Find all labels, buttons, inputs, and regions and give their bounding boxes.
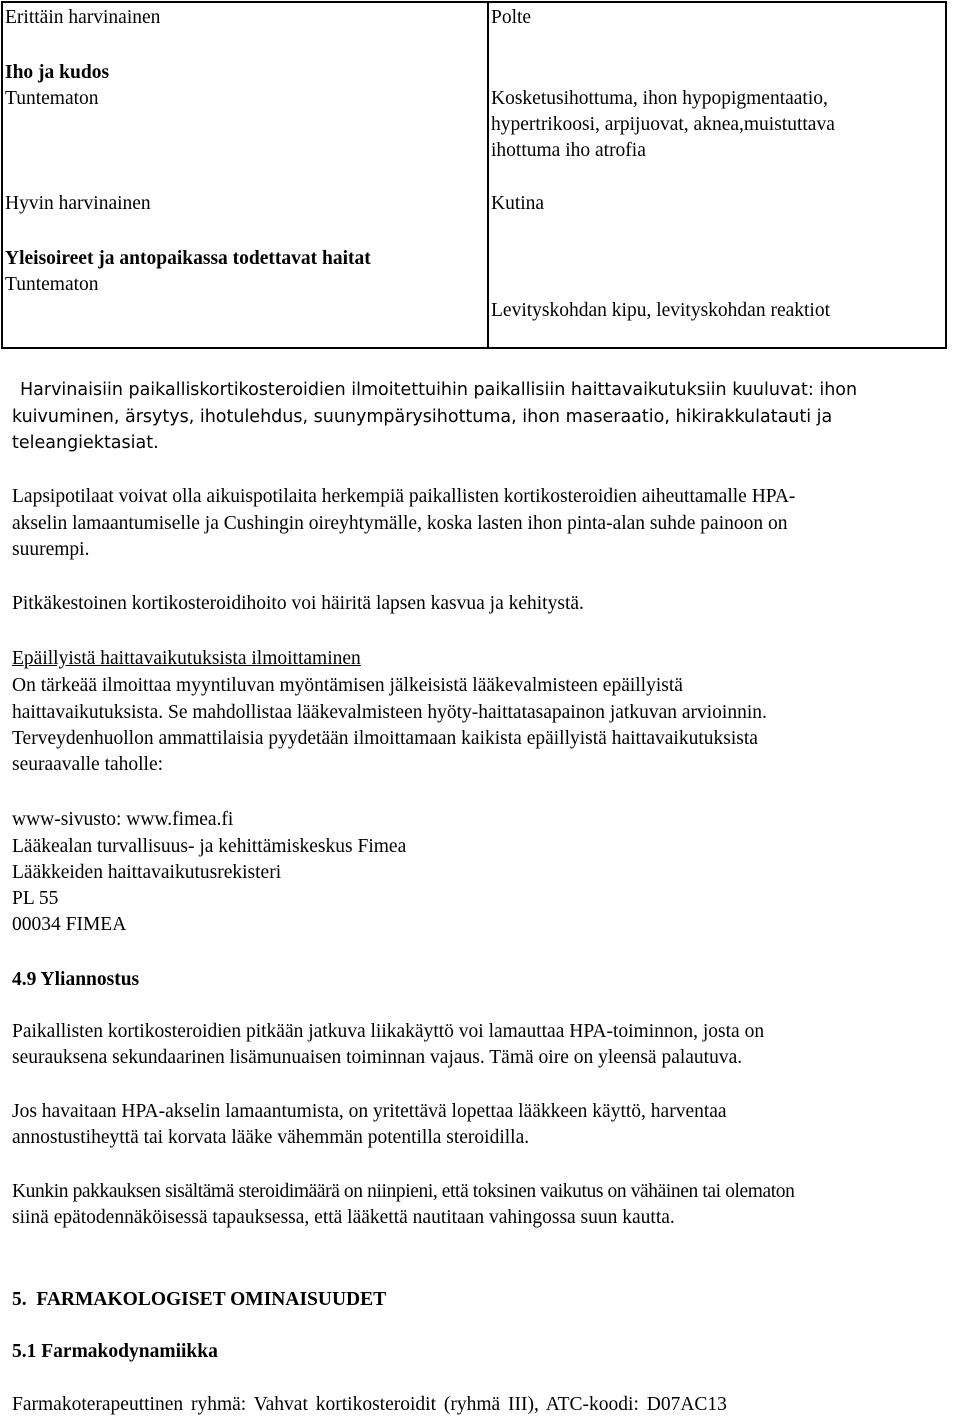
section-heading-pharmacology: 5. FARMAKOLOGISET OMINAISUUDET (12, 1289, 387, 1310)
overdose-paragraph-line: Paikallisten kortikosteroidien pitkään jatkuva liikakäyttö voi lamauttaa HPA-toiminnon, josta on (12, 1021, 765, 1042)
reporting-paragraph-line: Terveydenhuollon ammattilaisia pyydetään ilmoittamaan kaikista epäillyistä haittavaikutuksista (12, 728, 758, 749)
table-effect: Levityskohdan kipu, levityskohdan reaktiot (491, 300, 831, 321)
table-effect: hypertrikoosi, arpijuovat, aknea,muistuttava (491, 114, 835, 135)
address-line: Lääkealan turvallisuus- ja kehittämiskeskus Fimea (12, 836, 407, 857)
overdose-paragraph-line: siinä epätodennäköisessä tapauksessa, että lääkettä nautitaan vahingossa suun kautta. (12, 1207, 675, 1228)
pediatric-paragraph-line: suurempi. (12, 539, 90, 560)
section-heading-pharmacodynamics: 5.1 Farmakodynamiikka (12, 1341, 218, 1362)
pediatric-paragraph-line: akselin lamaantumiselle ja Cushingin oireyhtymälle, koska lasten ihon pinta-alan suhde painoon on (12, 513, 788, 534)
table-effect: Kosketusihottuma, ihon hypopigmentaatio, (491, 88, 828, 109)
overdose-paragraph-line: Kunkin pakkauksen sisältämä steroidimäärä on niinpieni, että toksinen vaikutus on vähäinen tai olematon (12, 1181, 795, 1202)
table-effect: ihottuma iho atrofia (491, 140, 646, 161)
pediatric-paragraph-line: Lapsipotilaat voivat olla aikuispotilaita herkempiä paikallisten kortikosteroidien aiheuttamalle HPA- (12, 486, 796, 507)
atc-code-line: Farmakoterapeuttinen ryhmä: Vahvat kortikosteroidit (ryhmä III), ATC-koodi: D07AC13 (12, 1394, 727, 1415)
rare-effects-line: Harvinaisiin paikalliskortikosteroidien ilmoitettuihin paikallisiin haittavaikutuksiin kuuluvat: ihon (20, 380, 858, 400)
table-organ-class: Iho ja kudos (5, 62, 110, 83)
adverse-effects-table (1, 1, 947, 349)
table-frequency-label: Tuntematon (5, 274, 99, 295)
rare-effects-line: kuivuminen, ärsytys, ihotulehdus, suunympärysihottuma, ihon maseraatio, hikirakkulatauti ja (12, 407, 833, 427)
growth-paragraph: Pitkäkestoinen kortikosteroidihoito voi häiritä lapsen kasvua ja kehitystä. (12, 593, 584, 614)
reporting-paragraph-line: On tärkeää ilmoittaa myyntiluvan myöntämisen jälkeisistä lääkevalmisteen epäillyistä (12, 675, 683, 696)
table-frequency-label: Tuntematon (5, 88, 99, 109)
overdose-paragraph-line: annostustiheyttä tai korvata lääke vähemmän potentilla steroidilla. (12, 1127, 530, 1148)
section-heading-overdose: 4.9 Yliannostus (12, 969, 140, 990)
table-frequency-label: Erittäin harvinainen (5, 7, 161, 28)
overdose-paragraph-line: Jos havaitaan HPA-akselin lamaantumista, on yritettävä lopettaa lääkkeen käyttö, harventaa (12, 1101, 727, 1122)
table-effect: Polte (491, 7, 532, 28)
address-line: 00034 FIMEA (12, 914, 127, 935)
reporting-paragraph-line: haittavaikutuksista. Se mahdollistaa lääkevalmisteen hyöty-haittatasapainon jatkuvan arvioinnin. (12, 702, 767, 723)
address-line: PL 55 (12, 888, 59, 909)
table-effect: Kutina (491, 193, 545, 214)
reporting-heading: Epäillyistä haittavaikutuksista ilmoittaminen (12, 648, 361, 669)
table-column-divider (487, 3, 489, 347)
overdose-paragraph-line: seurauksena sekundaarinen lisämunuaisen toiminnan vajaus. Tämä oire on yleensä palautuva. (12, 1047, 743, 1068)
address-line: Lääkkeiden haittavaikutusrekisteri (12, 862, 282, 883)
table-organ-class: Yleisoireet ja antopaikassa todettavat haitat (5, 248, 371, 269)
table-frequency-label: Hyvin harvinainen (5, 193, 151, 214)
reporting-paragraph-line: seuraavalle taholle: (12, 754, 164, 775)
website-line: www-sivusto: www.fimea.fi (12, 809, 234, 830)
rare-effects-line: teleangiektasiat. (12, 433, 159, 453)
